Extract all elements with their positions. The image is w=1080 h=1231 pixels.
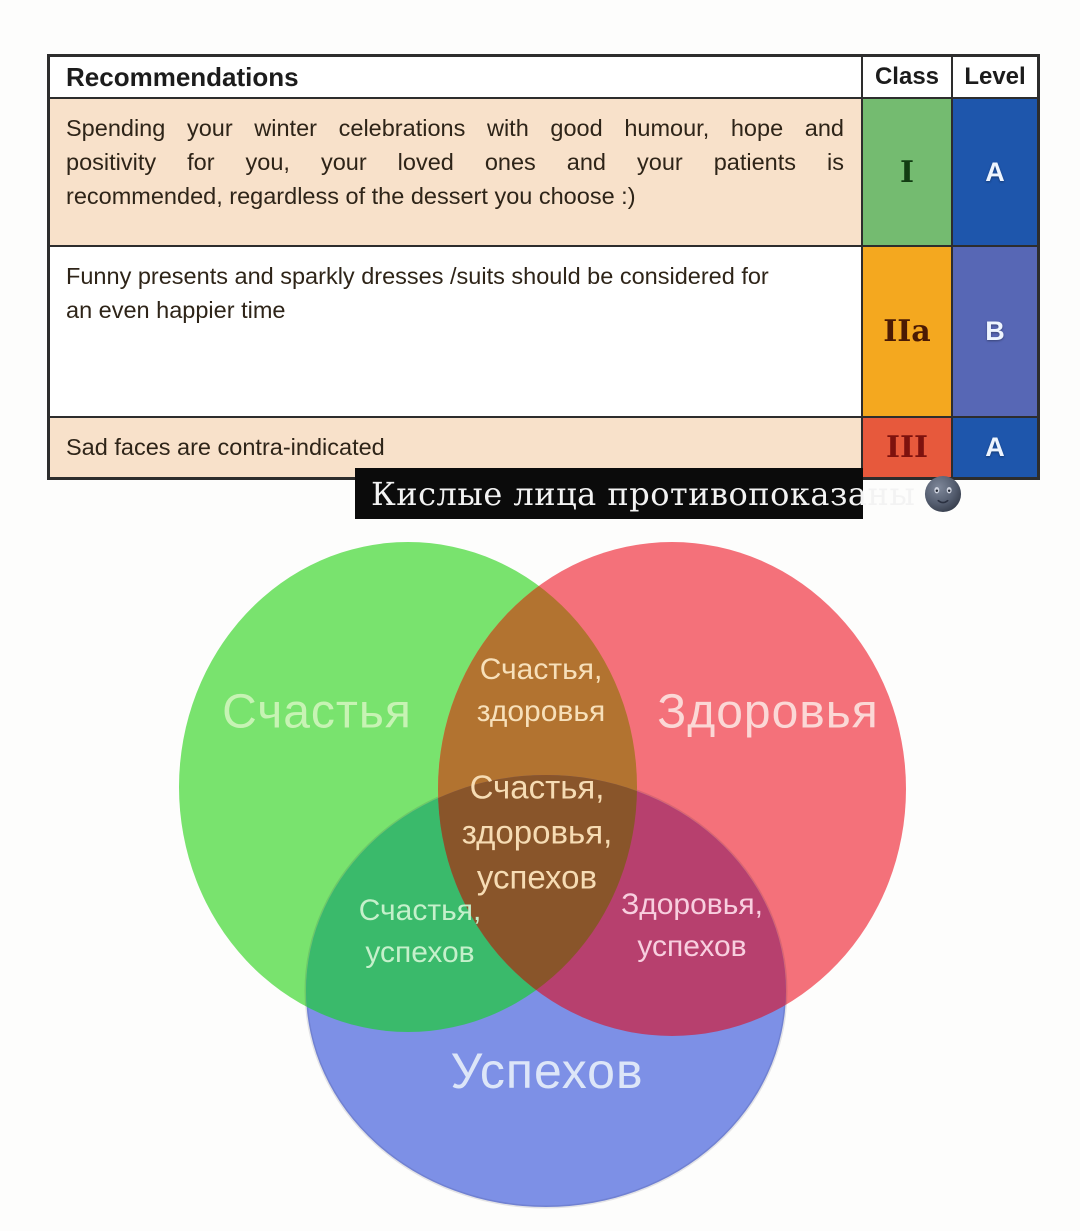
class-badge-3: III <box>863 418 953 477</box>
label-center: Счастья, здоровья, успехов <box>461 768 613 896</box>
new-moon-face-icon <box>924 475 962 513</box>
level-badge-3: A <box>953 418 1037 477</box>
class-badge-2: IIa <box>863 247 953 418</box>
label-health: Здоровья <box>657 685 879 739</box>
level-badge-1: A <box>953 99 1037 247</box>
label-success: Успехов <box>450 1043 644 1099</box>
table-row-3-text: Sad faces are contra-indicated <box>50 418 863 477</box>
label-health-success: Здоровья, успехов <box>621 888 763 963</box>
class-badge-1: I <box>863 99 953 247</box>
header-class: Class <box>863 57 953 99</box>
table-row-1-text: Spending your winter celebrations with good humour, hope and positivity for you, your loved ones and your patients is recommended, regardless of the dessert you choose :) <box>50 99 863 247</box>
label-happiness-success: Счастья, успехов <box>358 894 482 969</box>
caption-bar <box>355 468 916 519</box>
label-happiness: Счастья <box>222 685 412 739</box>
label-happiness-health: Счастья, здоровья <box>476 653 606 728</box>
header-level: Level <box>953 57 1037 99</box>
level-badge-2: B <box>953 247 1037 418</box>
recommendations-table <box>47 54 1040 480</box>
header-recommendations: Recommendations <box>50 57 863 99</box>
table-row-2-text: Funny presents and sparkly dresses /suits should be considered for an even happier time <box>50 247 863 418</box>
caption-text: Кислые лица противопоказаны <box>371 474 916 513</box>
